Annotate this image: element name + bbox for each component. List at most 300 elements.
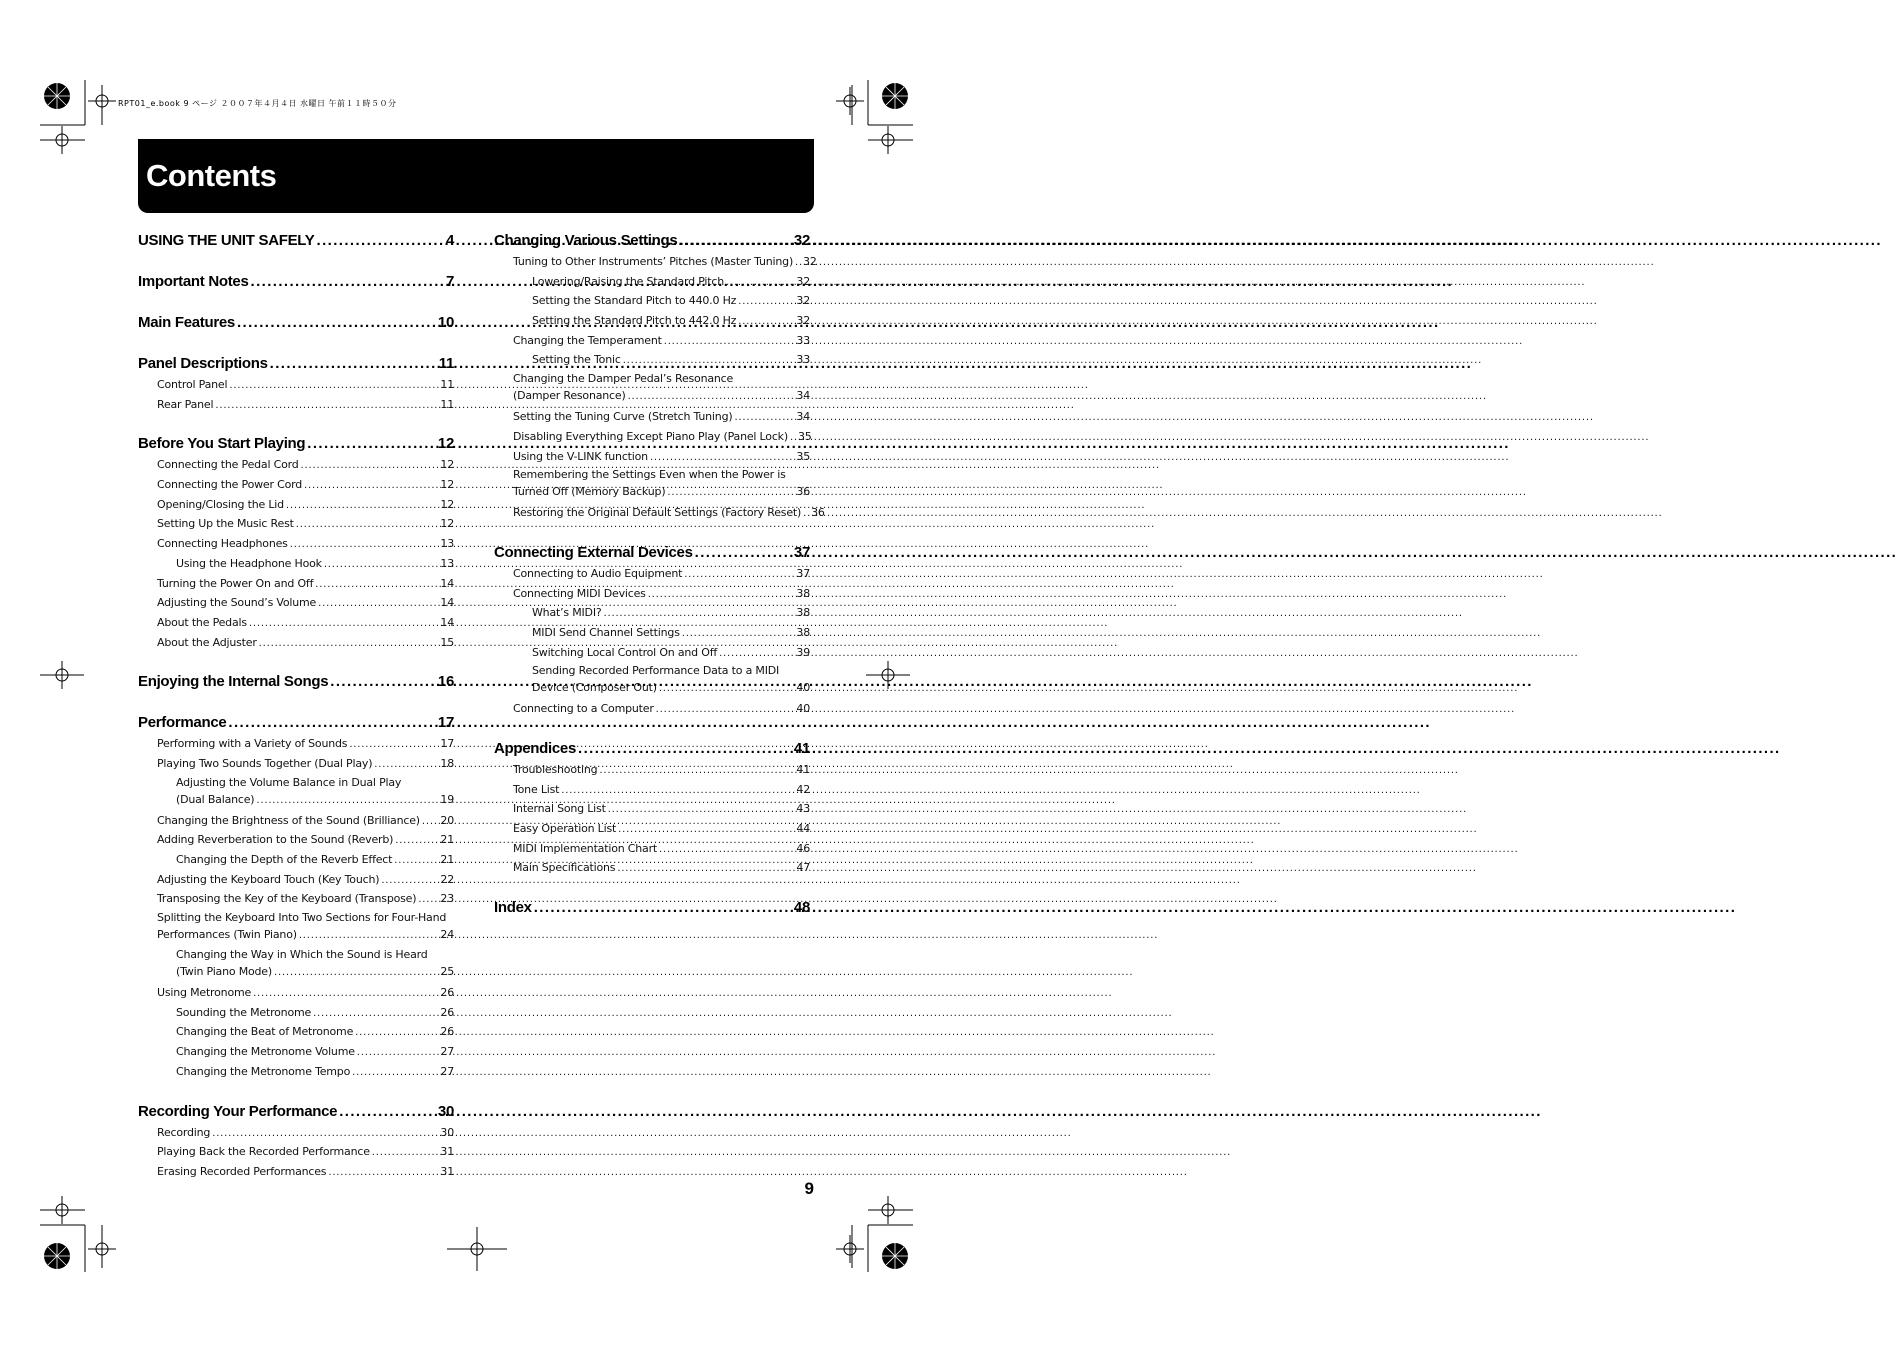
title-banner (138, 139, 814, 213)
toc-section-using-the-unit-safely (138, 231, 454, 251)
toc-page-number: 4 (445, 232, 454, 249)
dot-leader (249, 614, 439, 634)
toc-entry-title: Changing the Temperament (513, 333, 662, 347)
dot-leader (734, 408, 794, 428)
dot-leader (372, 1143, 439, 1163)
toc-section-panel-descriptions (138, 334, 454, 414)
toc-page-number: 35 (796, 449, 810, 463)
toc-entry-connecting-midi-devices[interactable] (494, 584, 810, 604)
toc-page-number: 30 (440, 1125, 454, 1139)
section-gap (138, 693, 454, 711)
toc-heading-important-notes[interactable] (138, 272, 454, 292)
dot-leader (286, 496, 438, 516)
toc-page-number: 11 (440, 397, 454, 411)
dot-leader (695, 543, 792, 563)
toc-entry-title: Restoring the Original Default Settings (Factory Reset) (513, 506, 802, 520)
toc-entry-title-line1: Adjusting the Volume Balance in Dual Play (176, 775, 402, 789)
toc-left-column (138, 229, 454, 1182)
toc-entry-remembering-the-settings-even-when-the-p[interactable] (494, 466, 810, 503)
toc-entry-turning-the-power-on-and-off[interactable] (138, 574, 454, 594)
toc-entry-title: Device (Composer Out) (532, 681, 657, 695)
toc-page-number: 43 (796, 802, 810, 816)
dot-leader (237, 313, 436, 333)
toc-section-appendices (494, 719, 810, 878)
toc-page-number: 26 (440, 1025, 454, 1039)
dot-leader (215, 396, 438, 416)
toc-entry-title: Changing the Beat of Metronome (176, 1025, 354, 1039)
toc-entry-title: Control Panel (157, 378, 228, 391)
toc-entry-title: Setting the Standard Pitch to 440.0 Hz (532, 294, 737, 308)
toc-entry-changing-the-metronome-tempo[interactable] (138, 1062, 454, 1082)
toc-page-number: 13 (440, 537, 454, 551)
toc-section-connecting-external-devices (494, 523, 810, 719)
toc-entry-main-specifications[interactable] (494, 858, 810, 878)
toc-entry-title: Performance (138, 714, 227, 732)
toc-entry-using-the-v-link-function[interactable] (494, 447, 810, 467)
toc-entry-title: (Damper Resonance) (513, 389, 626, 403)
toc-page-number: 32 (803, 255, 817, 268)
toc-entry-opening-closing-the-lid[interactable] (138, 495, 454, 515)
toc-page-number: 26 (440, 986, 454, 1000)
toc-entry-title: Using the V-LINK function (513, 449, 648, 463)
toc-section-main-features (138, 293, 454, 333)
dot-leader (229, 376, 438, 396)
toc-section-recording-your-performance (138, 1082, 454, 1182)
toc-entry-setting-the-standard-pitch-to-442-0-hz[interactable] (494, 311, 810, 331)
dot-leader (352, 1063, 438, 1083)
toc-entry-sounding-the-metronome[interactable] (138, 1003, 454, 1023)
toc-entry-title: Turning the Power On and Off (157, 576, 314, 590)
dot-leader (667, 484, 794, 501)
toc-entry-title: Playing Back the Recorded Performance (157, 1145, 370, 1159)
toc-page-number: 46 (796, 841, 810, 855)
dot-leader (290, 535, 439, 555)
dot-leader (318, 594, 438, 614)
dot-leader (422, 812, 439, 832)
toc-entry-title: Opening/Closing the Lid (157, 497, 284, 511)
toc-page-number: 19 (440, 792, 454, 806)
toc-heading-enjoying-the-internal-songs[interactable] (138, 672, 454, 692)
toc-page-number: 27 (440, 1045, 454, 1059)
toc-entry-title: About the Adjuster (157, 635, 257, 649)
toc-entry-title: Using the Headphone Hook (176, 556, 322, 570)
toc-page-number: 11 (440, 378, 454, 391)
toc-page-number: 18 (440, 756, 454, 770)
toc-heading-appendices[interactable] (494, 739, 810, 759)
toc-entry-adjusting-the-keyboard-touch-key-touch[interactable] (138, 870, 454, 890)
page-number: 9 (804, 1179, 814, 1198)
toc-page-number: 24 (440, 928, 454, 942)
toc-entry-internal-song-list[interactable] (494, 799, 810, 819)
toc-section-before-you-start-playing (138, 414, 454, 652)
dot-leader (795, 253, 801, 273)
toc-heading-before-you-start-playing[interactable] (138, 434, 454, 454)
print-header-line: RPT01_e.book 9 ページ ２００７年４月４日 水曜日 午前１１時５０分 (118, 99, 397, 108)
toc-entry-setting-the-standard-pitch-to-440-0-hz[interactable] (494, 291, 810, 311)
toc-entry-title: Internal Song List (513, 802, 606, 816)
toc-page-number: 17 (437, 714, 454, 732)
toc-entry-splitting-the-keyboard-into-two-sections[interactable] (138, 909, 454, 946)
toc-entry-troubleshooting[interactable] (494, 760, 810, 780)
toc-page-number: 36 (796, 485, 810, 499)
dot-leader (561, 781, 794, 801)
toc-page-number: 12 (440, 458, 454, 472)
toc-entry-changing-the-depth-of-the-reverb-effect[interactable] (138, 850, 454, 870)
toc-page-number: 15 (440, 635, 454, 649)
toc-page-number: 10 (437, 314, 454, 331)
toc-page-number: 41 (796, 763, 810, 776)
toc-entry-title: Appendices (494, 740, 577, 757)
dot-leader (679, 231, 792, 251)
toc-entry-what-s-midi[interactable] (494, 603, 810, 623)
toc-entry-easy-operation-list[interactable] (494, 819, 810, 839)
dot-leader (339, 1102, 436, 1122)
dot-leader (617, 859, 794, 879)
dot-leader (618, 820, 794, 840)
dot-leader (259, 634, 439, 654)
dot-leader (374, 755, 438, 775)
toc-heading-main-features[interactable] (138, 313, 454, 333)
toc-page-number: 12 (440, 497, 454, 511)
toc-page-number: 37 (796, 566, 810, 580)
toc-entry-tuning-to-other-instruments-pitches-mast[interactable] (494, 252, 817, 272)
toc-entry-connecting-to-audio-equipment[interactable] (494, 564, 810, 584)
toc-entry-title: Changing the Brightness of the Sound (Brilliance) (157, 813, 420, 827)
dot-leader (301, 456, 439, 476)
toc-page-number: 39 (796, 645, 810, 659)
toc-entry-title: Connecting to Audio Equipment (513, 566, 683, 580)
section-gap (138, 652, 454, 670)
toc-page-number: 12 (437, 435, 454, 453)
toc-entry-title: Connecting MIDI Devices (513, 586, 646, 600)
toc-entry-title: Main Features (138, 314, 235, 331)
toc-section-index (494, 878, 810, 918)
toc-heading-changing-various-settings[interactable] (494, 231, 810, 251)
toc-entry-title: Lowering/Raising the Standard Pitch (532, 274, 724, 288)
toc-page-number: 27 (440, 1064, 454, 1078)
toc-entry-title: Changing the Metronome Tempo (176, 1064, 351, 1078)
toc-entry-title: Connecting the Pedal Cord (157, 458, 299, 472)
dot-leader (659, 680, 795, 697)
dot-leader (355, 1023, 438, 1043)
toc-entry-adjusting-the-sound-s-volume[interactable] (138, 593, 454, 613)
toc-entry-title-line1: Sending Recorded Performance Data to a MIDI (532, 664, 780, 678)
toc-entry-title: Disabling Everything Except Piano Play (Panel Lock) (513, 429, 788, 443)
toc-entry-title: Setting the Standard Pitch to 442.0 Hz (532, 314, 737, 328)
dot-leader (623, 351, 795, 371)
toc-entry-changing-the-damper-pedal-s-resonance[interactable] (494, 370, 810, 407)
dot-leader (656, 700, 795, 720)
toc-entry-restoring-the-original-default-settings-[interactable] (494, 503, 825, 523)
toc-entry-title: Using Metronome (157, 986, 252, 1000)
toc-entry-title: Tuning to Other Instruments’ Pitches (Master Tuning) (513, 255, 794, 268)
dot-leader (253, 984, 438, 1004)
dot-leader (659, 840, 794, 860)
toc-page-number: 25 (440, 965, 454, 979)
toc-entry-title: Setting the Tonic (532, 353, 621, 367)
toc-entry-title: About the Pedals (157, 615, 247, 629)
toc-entry-title: Connecting the Power Cord (157, 478, 303, 492)
toc-page-number: 33 (796, 353, 810, 367)
toc-page-number: 37 (793, 543, 810, 561)
dot-leader (394, 851, 438, 871)
toc-entry-performing-with-a-variety-of-sounds[interactable] (138, 734, 454, 754)
section-gap (138, 414, 454, 432)
toc-entry-title: (Twin Piano Mode) (176, 965, 272, 979)
toc-page-number: 21 (440, 833, 454, 847)
toc-entry-title: Changing the Depth of the Reverb Effect (176, 853, 393, 866)
dot-leader (328, 1163, 438, 1183)
dot-leader (664, 332, 795, 352)
toc-entry-title: Index (494, 899, 532, 917)
toc-page-number: 14 (440, 615, 454, 629)
toc-page-number: 22 (440, 872, 454, 886)
toc-entry-using-the-headphone-hook[interactable] (138, 554, 454, 574)
toc-entry-title: Sounding the Metronome (176, 1005, 312, 1019)
toc-page-number: 40 (796, 681, 810, 695)
toc-entry-title-line1: Changing the Damper Pedal’s Resonance (513, 372, 734, 386)
toc-entry-title-line1: Changing the Way in Which the Sound is Heard (176, 948, 428, 962)
toc-entry-rear-panel[interactable] (138, 395, 454, 415)
toc-section-important-notes (138, 252, 454, 292)
toc-entry-recording[interactable] (138, 1123, 454, 1143)
toc-entry-setting-up-the-music-rest[interactable] (138, 514, 454, 534)
toc-page-number: 20 (440, 813, 454, 827)
dot-leader (738, 312, 794, 332)
dot-leader (608, 800, 795, 820)
dot-leader (648, 585, 795, 605)
dot-leader (803, 504, 809, 524)
toc-entry-line2[interactable] (176, 791, 454, 811)
toc-entry-about-the-pedals[interactable] (138, 613, 454, 633)
toc-entry-title: Recording Your Performance (138, 1102, 338, 1120)
toc-page-number: 38 (796, 625, 810, 639)
toc-right-column (494, 229, 825, 919)
dot-leader (349, 735, 438, 755)
section-gap (138, 334, 454, 352)
toc-entry-title: Setting Up the Music Rest (157, 517, 294, 531)
toc-page-number: 41 (793, 740, 810, 757)
toc-entry-setting-the-tonic[interactable] (494, 350, 810, 370)
toc-entry-title: Troubleshooting (513, 763, 598, 776)
dot-leader (228, 713, 435, 733)
toc-page-number: 33 (796, 333, 810, 347)
dot-leader (307, 434, 436, 454)
dot-leader (578, 739, 792, 759)
dot-leader (256, 792, 438, 809)
toc-page-number: 38 (796, 606, 810, 620)
dot-leader (274, 964, 438, 981)
toc-entry-connecting-to-a-computer[interactable] (494, 699, 810, 719)
page-title: Contents (146, 158, 277, 193)
toc-entry-midi-send-channel-settings[interactable] (494, 623, 810, 643)
toc-page-number: 13 (440, 556, 454, 570)
toc-page-number: 32 (796, 274, 810, 288)
toc-page-number: 12 (440, 478, 454, 492)
toc-entry-title: Recording (157, 1125, 211, 1139)
toc-entry-sending-recorded-performance-data-to-a-m[interactable] (494, 662, 810, 699)
dot-leader (790, 428, 796, 448)
toc-entry-setting-the-tuning-curve-stretch-tuning[interactable] (494, 407, 810, 427)
dot-leader (357, 1043, 439, 1063)
toc-heading-performance[interactable] (138, 713, 454, 733)
toc-entry-title: USING THE UNIT SAFELY (138, 232, 315, 249)
toc-entry-title: Switching Local Control On and Off (532, 645, 718, 659)
dot-leader (684, 565, 794, 585)
toc-heading-panel-descriptions[interactable] (138, 354, 454, 374)
toc-page-number: 31 (440, 1145, 454, 1159)
toc-heading-index[interactable] (494, 898, 810, 918)
dot-leader (650, 448, 794, 468)
toc-entry-playing-back-the-recorded-performance[interactable] (138, 1142, 454, 1162)
toc-entry-title: Adjusting the Sound’s Volume (157, 596, 317, 610)
dot-leader (726, 273, 794, 293)
toc-heading-recording-your-performance[interactable] (138, 1102, 454, 1122)
dot-leader (299, 927, 439, 944)
toc-entry-title: Transposing the Key of the Keyboard (Transpose) (157, 892, 417, 906)
toc-entry-line2[interactable] (176, 963, 454, 983)
toc-entry-line2[interactable] (513, 483, 810, 503)
toc-entry-title: Connecting to a Computer (513, 702, 654, 716)
toc-page-number: 23 (440, 892, 454, 906)
section-gap (494, 523, 810, 541)
toc-page-number: 30 (437, 1102, 454, 1120)
toc-entry-changing-the-beat-of-metronome[interactable] (138, 1022, 454, 1042)
toc-entry-title: Setting the Tuning Curve (Stretch Tuning) (513, 410, 733, 424)
toc-page-number: 11 (438, 355, 454, 372)
toc-entry-title: Main Specifications (513, 861, 616, 875)
toc-entry-title: MIDI Send Channel Settings (532, 625, 680, 639)
toc-page-number: 35 (797, 429, 812, 443)
toc-entry-line2[interactable] (532, 679, 810, 699)
toc-entry-title: Adding Reverberation to the Sound (Reverb) (157, 833, 394, 847)
toc-page-number: 26 (440, 1005, 454, 1019)
toc-section-enjoying-the-internal-songs (138, 652, 454, 692)
section-gap (138, 1082, 454, 1100)
toc-entry-title: Connecting External Devices (494, 543, 693, 561)
dot-leader (324, 555, 439, 575)
toc-page-number: 42 (796, 782, 810, 796)
section-gap (494, 878, 810, 896)
dot-leader (381, 871, 438, 891)
toc-page-number: 40 (796, 702, 810, 716)
dot-leader (313, 1004, 438, 1024)
toc-entry-title-line1: Splitting the Keyboard Into Two Sections for Four-Hand (157, 911, 447, 925)
toc-entry-title: Panel Descriptions (138, 355, 268, 372)
toc-page-number: 34 (796, 389, 810, 403)
toc-page-number: 16 (437, 673, 454, 691)
toc-entry-title: What’s MIDI? (532, 606, 602, 620)
toc-entry-connecting-the-power-cord[interactable] (138, 475, 454, 495)
toc-entry-adding-reverberation-to-the-sound-reverb[interactable] (138, 830, 454, 850)
dot-leader (682, 624, 795, 644)
toc-section-changing-various-settings (494, 231, 825, 523)
toc-entry-adjusting-the-volume-balance-in-dual-pla[interactable] (138, 774, 454, 811)
dot-leader (251, 272, 444, 292)
toc-heading-connecting-external-devices[interactable] (494, 543, 810, 563)
toc-entry-title: Erasing Recorded Performances (157, 1164, 327, 1178)
toc-entry-connecting-headphones[interactable] (138, 534, 454, 554)
toc-entry-disabling-everything-except-piano-play-p[interactable] (494, 427, 810, 447)
toc-page-number: 7 (445, 273, 454, 290)
toc-entry-title: Important Notes (138, 273, 249, 290)
dot-leader (719, 644, 794, 664)
toc-entry-title: Performing with a Variety of Sounds (157, 737, 348, 751)
toc-entry-title: Connecting Headphones (157, 537, 288, 551)
toc-entry-connecting-the-pedal-cord[interactable] (138, 455, 454, 475)
toc-entry-title: Performances (Twin Piano) (157, 928, 297, 942)
toc-entry-playing-two-sounds-together-dual-play[interactable] (138, 754, 454, 774)
dot-leader (534, 898, 792, 918)
toc-entry-erasing-recorded-performances[interactable] (138, 1162, 454, 1182)
toc-page-number: 34 (796, 410, 810, 424)
toc-entry-changing-the-temperament[interactable] (494, 331, 810, 351)
toc-entry-line2[interactable] (513, 387, 810, 407)
toc-entry-title: (Dual Balance) (176, 792, 255, 806)
toc-heading-using-the-unit-safely[interactable] (138, 231, 454, 251)
dot-leader (315, 575, 438, 595)
dot-leader (628, 388, 795, 405)
toc-page-number: 47 (796, 861, 810, 875)
toc-page-number: 21 (440, 853, 454, 866)
toc-page-number: 31 (440, 1164, 454, 1178)
toc-entry-title: MIDI Implementation Chart (513, 841, 658, 855)
toc-entry-title: Changing the Metronome Volume (176, 1045, 355, 1059)
toc-entry-control-panel[interactable] (138, 375, 454, 395)
toc-page-number: 32 (796, 314, 810, 328)
toc-page-number: 14 (440, 576, 454, 590)
toc-entry-title-line1: Remembering the Settings Even when the Power is (513, 468, 786, 482)
toc-entry-title: Easy Operation List (513, 822, 617, 836)
toc-entry-using-metronome[interactable] (138, 983, 454, 1003)
toc-page-number: 38 (796, 586, 810, 600)
toc-page-number: 48 (793, 899, 810, 917)
toc-entry-title: Adjusting the Keyboard Touch (Key Touch) (157, 872, 380, 886)
toc-entry-switching-local-control-on-and-off[interactable] (494, 643, 810, 663)
toc-page-number: 17 (440, 737, 454, 751)
toc-entry-about-the-adjuster[interactable] (138, 633, 454, 653)
toc-entry-midi-implementation-chart[interactable] (494, 839, 810, 859)
toc-entry-title: Before You Start Playing (138, 435, 306, 453)
toc-section-performance (138, 693, 454, 1081)
toc-entry-title: Playing Two Sounds Together (Dual Play) (157, 756, 373, 770)
section-gap (494, 719, 810, 737)
toc-page-number: 36 (811, 506, 825, 520)
dot-leader (212, 1124, 438, 1144)
dot-leader (738, 292, 794, 312)
dot-leader (395, 831, 438, 851)
dot-leader (296, 515, 439, 535)
toc-page-number: 14 (440, 596, 454, 610)
toc-entry-tone-list[interactable] (494, 780, 810, 800)
toc-entry-transposing-the-key-of-the-keyboard-tran[interactable] (138, 889, 454, 909)
dot-leader (304, 476, 438, 496)
dot-leader (418, 890, 438, 910)
toc-entry-changing-the-metronome-volume[interactable] (138, 1042, 454, 1062)
toc-page-number: 44 (796, 822, 810, 836)
dot-leader (330, 672, 436, 692)
toc-entry-title: Enjoying the Internal Songs (138, 673, 329, 691)
toc-entry-title: Changing Various Settings (494, 232, 678, 249)
toc-entry-changing-the-brightness-of-the-sound-bri[interactable] (138, 811, 454, 831)
dot-leader (599, 761, 794, 781)
dot-leader (604, 604, 795, 624)
toc-entry-lowering-raising-the-standard-pitch[interactable] (494, 272, 810, 292)
toc-page-number: 12 (440, 517, 454, 531)
toc-entry-changing-the-way-in-which-the-sound-is-h[interactable] (138, 946, 454, 983)
toc-entry-line2[interactable] (157, 926, 454, 946)
section-gap (138, 252, 454, 270)
